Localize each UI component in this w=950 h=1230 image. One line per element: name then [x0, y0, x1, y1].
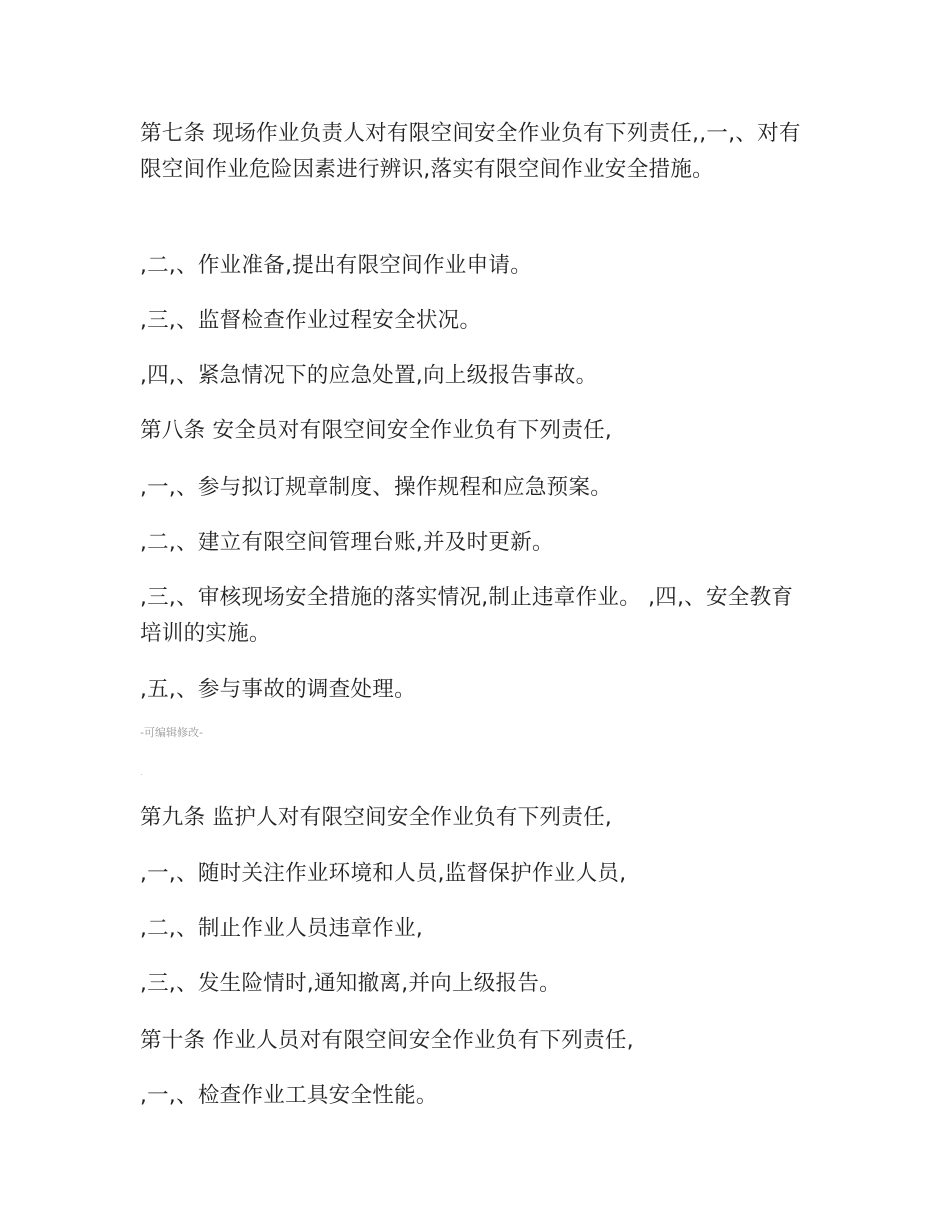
- article-8-heading: 第八条 安全员对有限空间安全作业负有下列责任,: [140, 418, 613, 443]
- article-8-item-2: ,二,、建立有限空间管理台账,并及时更新。: [140, 530, 554, 555]
- article-10-heading: 第十条 作业人员对有限空间安全作业负有下列责任,: [140, 1028, 634, 1053]
- article-7-paragraph: 第七条 现场作业负责人对有限空间安全作业负有下列责任,,一,、对有限空间作业危险因素进行辨识,落实有限空间作业安全措施。: [140, 121, 801, 182]
- article-7-item-2: ,二,、作业准备,提出有限空间作业申请。: [140, 253, 533, 278]
- article-8-item-3-4: ,三,、审核现场安全措施的落实情况,制止违章作业。 ,四,、安全教育培训的实施。: [140, 585, 794, 646]
- article-8-item-1: ,一,、参与拟订规章制度、操作规程和应急预案。: [140, 475, 613, 500]
- article-9-item-1: ,一,、随时关注作业环境和人员,监督保护作业人员,: [140, 861, 627, 886]
- page-dot: .: [140, 768, 143, 777]
- footer-note: -可编辑修改-: [140, 726, 203, 739]
- article-9-item-3: ,三,、发生险情时,通知撤离,并向上级报告。: [140, 971, 561, 996]
- article-9-item-2: ,二,、制止作业人员违章作业,: [140, 916, 424, 941]
- article-10-item-1: ,一,、检查作业工具安全性能。: [140, 1083, 438, 1108]
- article-9-heading: 第九条 监护人对有限空间安全作业负有下列责任,: [140, 805, 613, 830]
- article-7-item-4: ,四,、紧急情况下的应急处置,向上级报告事故。: [140, 363, 598, 388]
- article-8-item-5: ,五,、参与事故的调查处理。: [140, 677, 416, 702]
- article-7-item-3: ,三,、监督检查作业过程安全状况。: [140, 308, 482, 333]
